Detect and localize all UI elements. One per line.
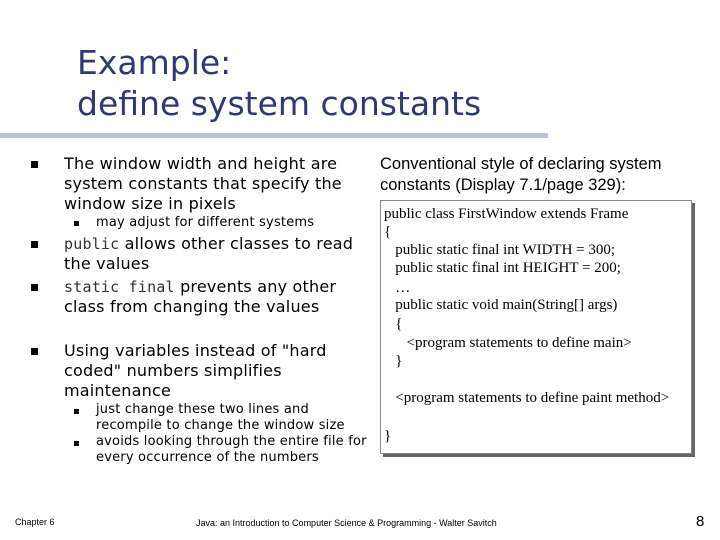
- sub-bullet-recompile: just change these two lines and recompile to change the window size: [96, 402, 345, 433]
- code-line: …: [384, 280, 411, 296]
- code-line: public static final int WIDTH = 300;: [384, 242, 616, 258]
- code-line: public static final int HEIGHT = 200;: [384, 260, 621, 276]
- code-line: {: [384, 224, 392, 240]
- code-keyword-static-final: static final: [64, 278, 175, 296]
- bullet-public-text: allows other classes to read the values: [64, 234, 354, 273]
- code-line: }: [384, 353, 403, 369]
- code-line: }: [384, 428, 392, 444]
- code-listing-box: [380, 200, 692, 454]
- bullet-public: [64, 234, 364, 274]
- code-panel-heading: Conventional style of declaring system constants (Display 7.1/page 329):: [380, 155, 662, 194]
- code-line: public static void main(String[] args): [384, 297, 618, 313]
- slide-title: [77, 42, 481, 124]
- title-underline: [0, 133, 548, 138]
- code-line: public class FirstWindow extends Frame: [384, 206, 629, 222]
- title-line-2: define system constants: [77, 84, 482, 123]
- title-line-1: Example:: [77, 43, 232, 82]
- bullet-maintenance: Using variables instead of "hard coded" numbers simplifies maintenance: [64, 341, 327, 400]
- bullet-marker: [31, 241, 38, 248]
- sub-bullet-marker: [74, 441, 79, 446]
- footer-book-title: Java: an Introduction to Computer Science & Programming - Walter Savitch: [196, 518, 497, 528]
- sub-bullet-adjust: may adjust for different systems: [96, 215, 315, 230]
- code-keyword-public: public: [64, 235, 120, 253]
- bullet-static-final-text: prevents any other class from changing the values: [64, 277, 337, 316]
- footer-chapter: Chapter 6: [15, 517, 55, 527]
- bullet-static-final: [64, 277, 354, 317]
- bullet-marker: [31, 348, 38, 355]
- code-line: <program statements to define paint method>: [384, 390, 670, 406]
- page-number: 8: [696, 513, 705, 530]
- code-line: <program statements to define main>: [384, 335, 632, 351]
- sub-bullet-marker: [74, 409, 79, 414]
- sub-bullet-marker: [74, 221, 79, 226]
- bullet-window-size: The window width and height are system constants that specify the window size in pixels: [64, 154, 342, 213]
- sub-bullet-avoid-search: avoids looking through the entire file for every occurrence of the numbers: [96, 434, 367, 465]
- bullet-marker: [31, 284, 38, 291]
- code-line: {: [384, 316, 403, 332]
- bullet-marker: [31, 161, 38, 168]
